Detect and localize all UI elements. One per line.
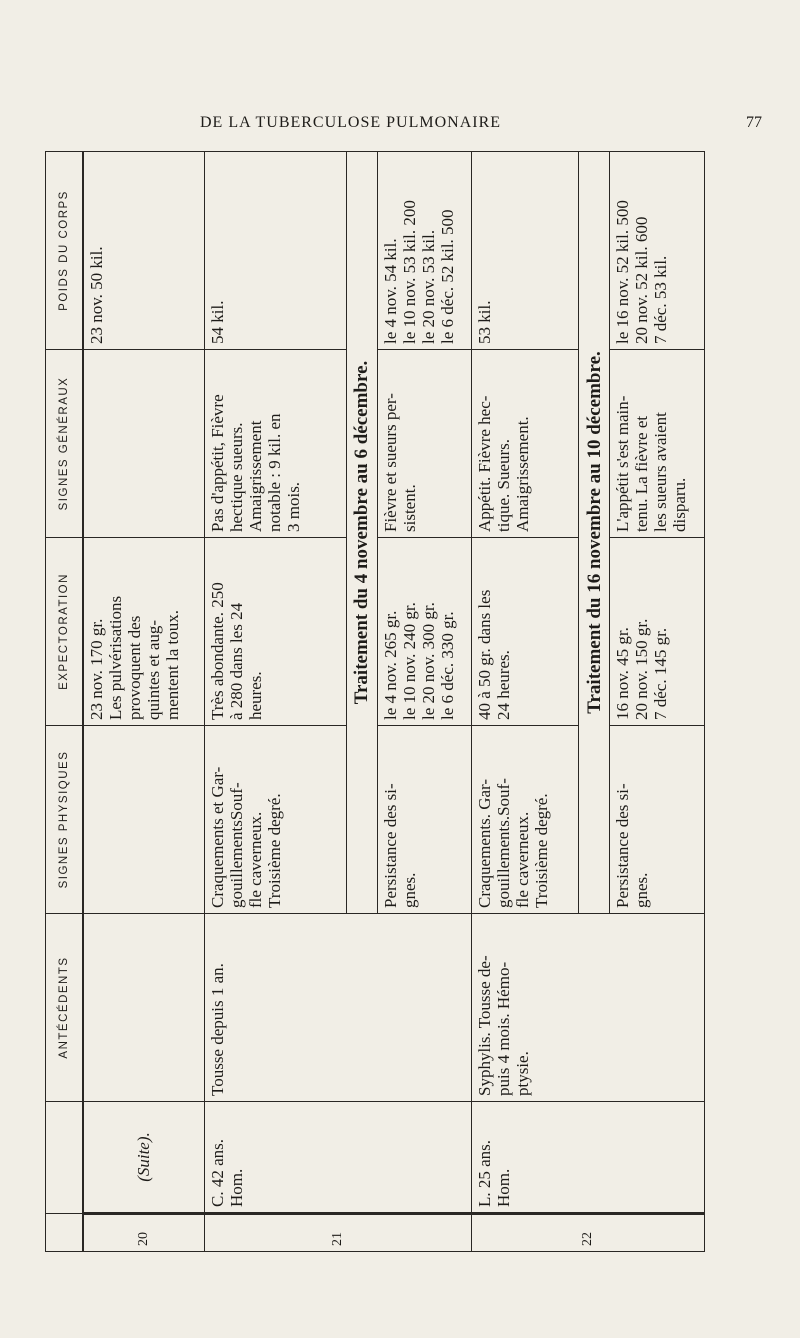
col-header-antecedents: ANTÉCÉDENTS [46, 914, 84, 1102]
treatment-period: Traitement du 4 novembre au 6 décembre. [346, 152, 377, 914]
expectoration-after-cell: 16 nov. 45 gr. 20 nov. 150 gr. 7 déc. 145 gr. [610, 538, 705, 726]
patient-line: Hom. [226, 1168, 246, 1207]
signes-physiques-after-cell: Persistance des si- gnes. [610, 726, 705, 914]
rotated-table-frame [45, 152, 705, 1252]
signes-generaux-cell: Pas d'appétit, Fièvre hectique sueurs. Amaigrissement notable : 9 kil. en 3 mois. [204, 350, 346, 538]
signes-generaux-after-cell: Fièvre et sueurs per- sistent. [377, 350, 472, 538]
running-title: DE LA TUBERCULOSE PULMONAIRE [200, 114, 502, 131]
poids-cell: 23 nov. 50 kil. [83, 152, 204, 350]
page-header [0, 108, 800, 138]
case-number: 22 [472, 1214, 705, 1252]
signes-physiques-after-cell: Persistance des si- gnes. [377, 726, 472, 914]
expectoration-cell: Très abondante. 250 à 280 dans les 24 heures. [204, 538, 346, 726]
col-header-signes-generaux: SIGNES GÉNÉRAUX [46, 350, 84, 538]
expectoration-cell: 23 nov. 170 gr. Les pulvérisations provoquent des quintes et aug- mentent la toux. [83, 538, 204, 726]
clinical-cases-table [45, 151, 705, 1252]
case-number: 20 [83, 1214, 204, 1252]
signes-physiques-cell [83, 726, 204, 914]
patient-line: C. 42 ans. [207, 1139, 227, 1207]
case-number: 21 [204, 1214, 472, 1252]
treatment-period: Traitement du 16 novembre au 10 décembre. [579, 152, 610, 914]
poids-after-cell: le 16 nov. 52 kil. 500 20 nov. 52 kil. 600 7 déc. 53 kil. [610, 152, 705, 350]
expectoration-cell: 40 à 50 gr. dans les 24 heures. [472, 538, 579, 726]
patient-cell [204, 1102, 472, 1214]
patient-cell [83, 1102, 204, 1214]
table-row [472, 152, 579, 1252]
poids-cell: 54 kil. [204, 152, 346, 350]
expectoration-after-cell: le 4 nov. 265 gr. le 10 nov. 240 gr. le 20 nov. 300 gr. le 6 déc. 330 gr. [377, 538, 472, 726]
table-row [204, 152, 346, 1252]
page-number: 77 [746, 114, 762, 131]
antecedents-cell: Syphylis. Tousse de- puis 4 mois. Hémo- ptysie. [472, 914, 705, 1102]
poids-cell: 53 kil. [472, 152, 579, 350]
signes-generaux-after-cell: L'appétit s'est main- tenu. La fièvre et les sueurs avaient disparu. [610, 350, 705, 538]
col-header-signes-physiques: SIGNES PHYSIQUES [46, 726, 84, 914]
poids-after-cell: le 4 nov. 54 kil. le 10 nov. 53 kil. 200 le 20 nov. 53 kil. le 6 déc. 52 kil. 500 [377, 152, 472, 350]
patient-line: L. 25 ans. [475, 1139, 495, 1207]
signes-generaux-cell: Appétit. Fièvre hec- tique. Sueurs. Amaigrissement. [472, 350, 579, 538]
table-header-row [46, 152, 84, 1252]
col-header-num [46, 1214, 84, 1252]
rotated-table [45, 152, 705, 1252]
signes-generaux-cell [83, 350, 204, 538]
antecedents-cell [83, 914, 204, 1102]
table-row [83, 152, 204, 1252]
patient-line: Hom. [494, 1168, 514, 1207]
antecedents-cell: Tousse depuis 1 an. [204, 914, 472, 1102]
signes-physiques-cell: Craquements et Gar- gouillementsSouf- fle caverneux. Troisième degré. [204, 726, 346, 914]
col-header-patient [46, 1102, 84, 1214]
patient-line: (Suite). [134, 1132, 154, 1182]
col-header-expectoration: EXPECTORATION [46, 538, 84, 726]
col-header-poids: POIDS DU CORPS [46, 152, 84, 350]
patient-cell [472, 1102, 705, 1214]
signes-physiques-cell: Craquements. Gar- gouillements.Souf- fle caverneux. Troisième degré. [472, 726, 579, 914]
